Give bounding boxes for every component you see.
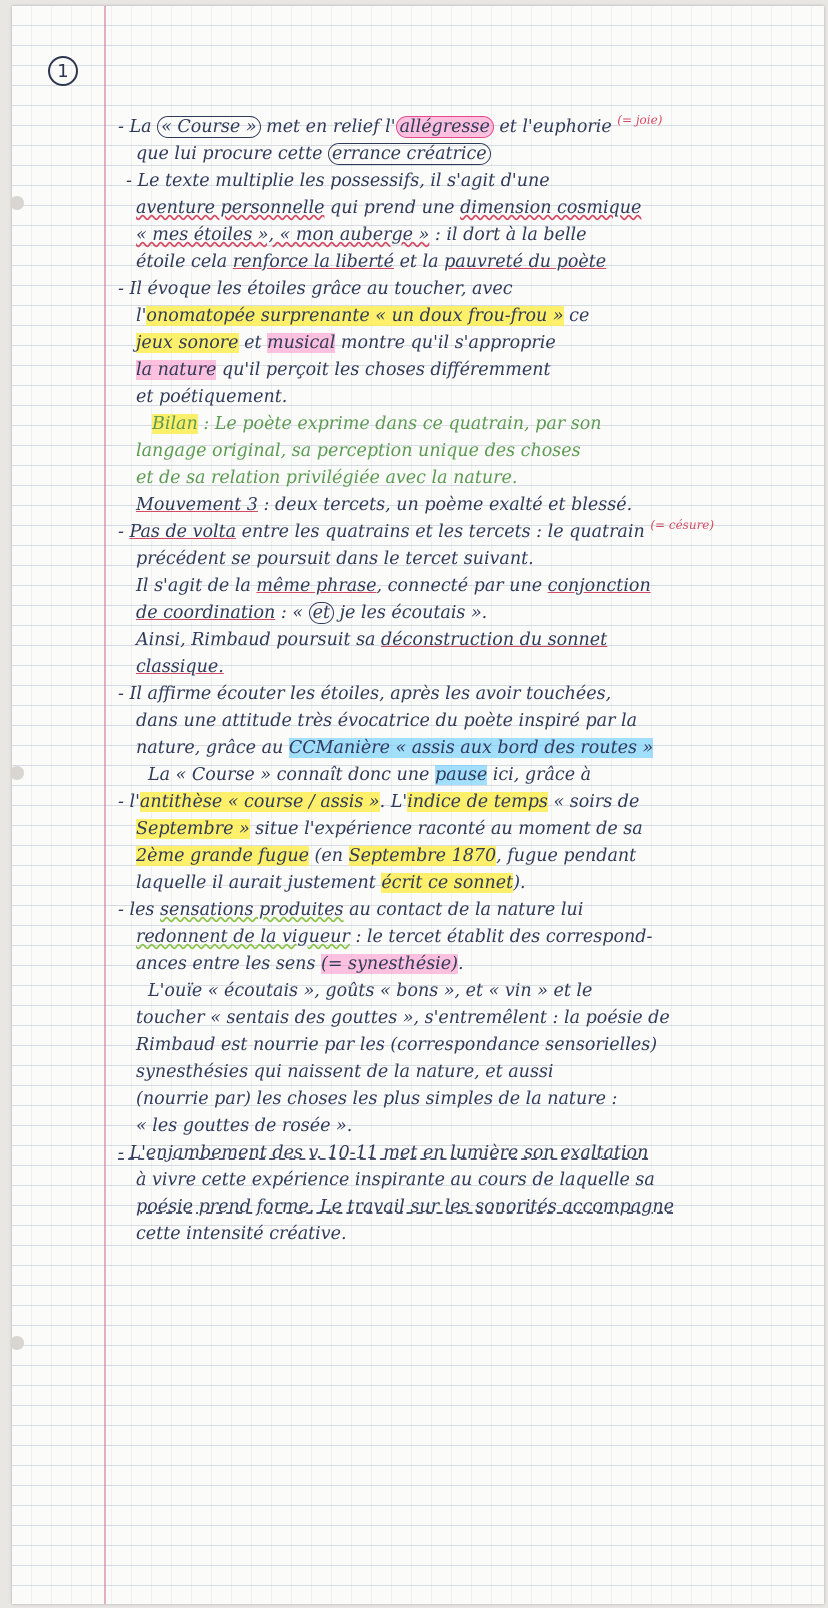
note-line: Rimbaud est nourrie par les (correspondance sensorielles) — [136, 1035, 658, 1055]
note-line: « mes étoiles », « mon auberge » : il dort à la belle — [136, 225, 587, 245]
note-line: synesthésies qui naissent de la nature, et aussi — [136, 1062, 554, 1082]
punch-hole — [10, 766, 24, 780]
note-line: - l'antithèse « course / assis ». L'indice de temps « soirs de — [118, 792, 640, 812]
note-line: nature, grâce au CCManière « assis aux bord des routes » — [136, 738, 654, 758]
note-line: dans une attitude très évocatrice du poète inspiré par la — [136, 711, 638, 731]
page-number: 1 — [48, 56, 78, 86]
note-line: étoile cela renforce la liberté et la pauvreté du poète — [136, 252, 607, 272]
note-line: - les sensations produites au contact de la nature lui — [118, 900, 584, 920]
note-line: classique. — [136, 657, 224, 677]
note-line: toucher « sentais des gouttes », s'entremêlent : la poésie de — [136, 1008, 670, 1028]
note-line: - L'enjambement des v. 10-11 met en lumière son exaltation — [118, 1143, 649, 1163]
note-line: et de sa relation privilégiée avec la nature. — [136, 468, 518, 488]
note-line: - La « Course » met en relief l' allégresse et l'euphorie $^{(= joie)}$ — [118, 114, 663, 137]
note-line: redonnent de la vigueur : le tercet établit des correspond- — [136, 927, 653, 947]
note-line: - Il affirme écouter les étoiles, après les avoir touchées, — [118, 684, 612, 704]
note-line: L'ouïe « écoutais », goûts « bons », et « vin » et le — [148, 981, 593, 1001]
note-line: que lui procure cette errance créatrice — [52, 141, 814, 168]
note-line: aventure personnelle qui prend une dimension cosmique — [136, 198, 642, 218]
note-line: Il s'agit de la même phrase, connecté par une conjonction — [136, 576, 651, 596]
punch-hole — [10, 196, 24, 210]
note-line: 2ème grande fugue (en Septembre 1870, fugue pendant — [136, 846, 637, 866]
note-line: laquelle il aurait justement écrit ce sonnet). — [136, 873, 526, 893]
handwritten-notes — [52, 114, 814, 1248]
note-line: - Il évoque les étoiles grâce au toucher, avec — [118, 279, 513, 299]
note-line: Ainsi, Rimbaud poursuit sa déconstruction du sonnet — [136, 630, 608, 650]
note-line: langage original, sa perception unique des choses — [136, 441, 581, 461]
note-line: ances entre les sens (= synesthésie). — [136, 954, 464, 974]
note-line: Bilan : Le poète exprime dans ce quatrain, par son — [152, 414, 602, 434]
note-line: précédent se poursuit dans le tercet suivant. — [136, 549, 534, 569]
note-line: l'onomatopée surprenante « un doux frou-frou » ce — [136, 306, 590, 326]
note-line: la nature qu'il perçoit les choses différemment — [136, 360, 551, 380]
note-line: à vivre cette expérience inspirante au cours de laquelle sa — [136, 1170, 655, 1190]
punch-hole — [10, 1336, 24, 1350]
note-line: et poétiquement. — [136, 387, 288, 407]
note-line: jeux sonore et musical montre qu'il s'approprie — [136, 333, 556, 353]
note-line: de coordination : « et je les écoutais ». — [136, 603, 488, 623]
note-line: poésie prend forme. Le travail sur les sonorités accompagne — [136, 1197, 674, 1217]
note-line: cette intensité créative. — [136, 1224, 347, 1244]
section-heading: Mouvement 3 : deux tercets, un poème exalté et blessé. — [136, 495, 633, 515]
note-line: - Le texte multiplie les possessifs, il s'agit d'une — [126, 171, 550, 191]
note-line: « les gouttes de rosée ». — [136, 1116, 353, 1136]
note-line: Septembre » situe l'expérience raconté au moment de sa — [136, 819, 643, 839]
note-line: La « Course » connaît donc une pause ici, grâce à — [148, 765, 592, 785]
note-line: - Pas de volta entre les quatrains et les tercets : le quatrain $^{(= césure)}$ — [118, 519, 715, 542]
note-line: (nourrie par) les choses les plus simples de la nature : — [136, 1089, 618, 1109]
